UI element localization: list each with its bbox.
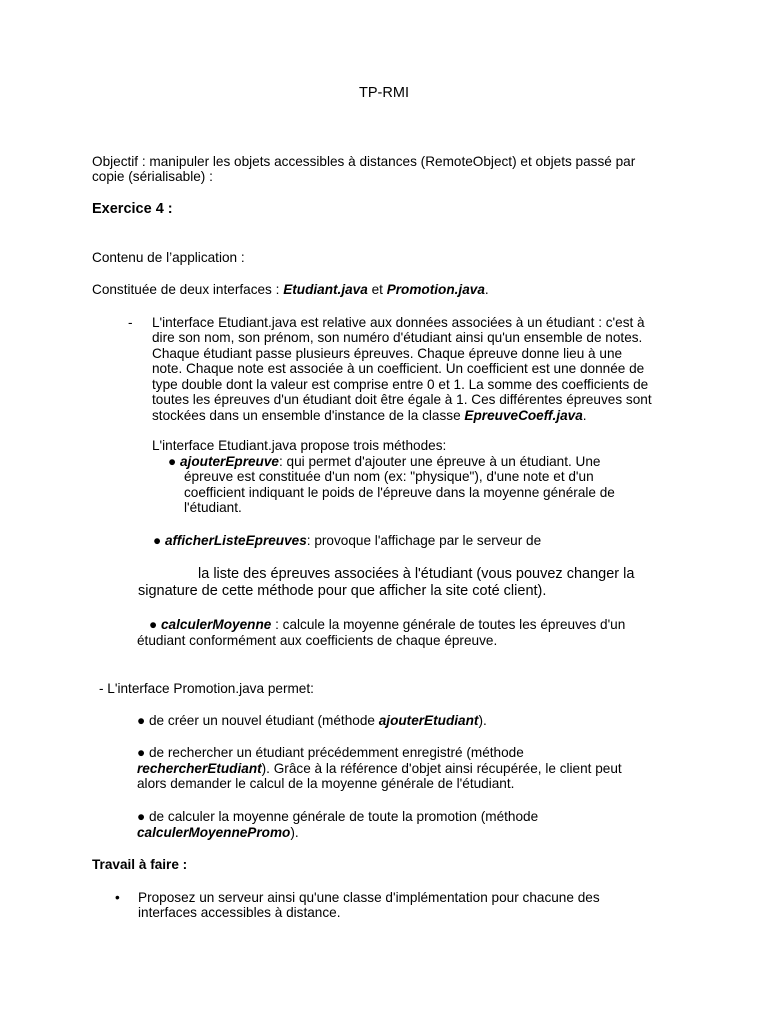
method-2-line-2: la liste des épreuves associées à l'étudiant (vous pouvez changer la [198,566,635,582]
etudiant-desc-last-post: . [582,408,587,423]
method-3-text: : calcule la moyenne générale de toutes les épreuves d'un [271,617,626,632]
objective-line-1: Objectif : manipuler les objets accessibles à distances (RemoteObject) et objets passé par [92,154,636,169]
etudiant-desc-last-pre: stockées dans un ensemble d'instance de la classe [152,408,465,423]
etudiant-file-name: Etudiant.java [283,282,368,297]
promotion-file-name: Promotion.java [386,282,485,297]
method-2-text: : provoque l'affichage par le serveur de [306,533,542,548]
promo-item-2-line-3: alors demander le calcul de la moyenne générale de l'étudiant. [137,776,515,791]
method-3-line-2: étudiant conformément aux coefficients de chaque épreuve. [137,633,498,648]
method-2-line-3: signature de cette méthode pour que afficher la site coté client). [138,583,547,599]
promo-item-2-text: de rechercher un étudiant précédemment enregistré (méthode [145,745,524,760]
interfaces-text-mid: et [367,282,387,297]
promotion-intro: - L'interface Promotion.java permet: [99,681,314,696]
method-2-name: afficherListeEpreuves [165,533,307,548]
etudiant-desc-line-3: Chaque étudiant passe plusieurs épreuves. Chaque épreuve donne lieu à une [152,346,623,361]
method-2-line-1 [153,533,541,549]
promo-item-3-text: de calculer la moyenne générale de toute la promotion (méthode [145,809,539,824]
bullet-icon: ● [168,454,177,469]
promo-item-2-line-2 [137,761,622,777]
promo-item-3-method: calculerMoyennePromo [137,825,291,840]
promo-item-2-post: ). Grâce à la référence d'objet ainsi récupérée, le client peut [261,761,622,776]
interfaces-text-post: . [484,282,489,297]
method-3-name: calculerMoyenne [161,617,272,632]
etudiant-desc-line-7 [152,408,587,424]
exercise-heading: Exercice 4 : [92,201,173,217]
bullet-icon: ● [137,745,146,760]
bullet-icon: ● [153,533,162,548]
promo-item-1-pre: de créer un nouvel étudiant (méthode [145,713,379,728]
promo-item-2-line-1 [137,745,524,761]
promo-item-2-method: rechercherEtudiant [137,761,262,776]
work-heading: Travail à faire : [92,857,188,872]
interfaces-text-pre: Constituée de deux interfaces : [92,282,284,297]
promo-item-1 [137,713,487,729]
work-bullet-icon: • [115,890,120,905]
promo-item-3-line-2 [137,825,299,841]
etudiant-desc-line-1: L'interface Etudiant.java est relative aux données associées à un étudiant : c'est à [152,315,645,330]
promo-item-1-method: ajouterEtudiant [378,713,479,728]
method-1-line-1 [168,454,600,470]
dash-marker: - [128,315,133,330]
objective-line-2: copie (sérialisable) : [92,169,213,184]
method-3-line-1 [149,617,625,633]
bullet-icon: ● [137,713,146,728]
methods-intro: L'interface Etudiant.java propose trois méthodes: [152,438,447,453]
method-1-line-2: épreuve est constituée d'un nom (ex: "physique"), d'une note et d'un [184,469,594,484]
etudiant-desc-line-5: type double dont la valeur est comprise entre 0 et 1. La somme des coefficients de [152,377,649,392]
contents-label: Contenu de l’application : [92,250,245,265]
work-line-1: Proposez un serveur ainsi qu'une classe d'implémentation pour chacune des [138,890,600,905]
etudiant-desc-line-2: dire son nom, son prénom, son numéro d'étudiant ainsi qu'un ensemble de notes. [152,330,643,345]
method-1-text: : qui permet d'ajouter une épreuve à un étudiant. Une [278,454,601,469]
work-line-2: interfaces accessibles à distance. [138,905,341,920]
interfaces-sentence [92,282,489,298]
promo-item-1-post: ). [478,713,487,728]
method-1-name: ajouterEpreuve [180,454,279,469]
etudiant-desc-line-6: toutes les épreuves d'un étudiant doit être égale à 1. Ces différentes épreuves sont [152,392,652,407]
bullet-icon: ● [137,809,146,824]
epreuve-class-name: EpreuveCoeff.java [464,408,583,423]
method-1-line-3: coefficient indiquant le poids de l'épreuve dans la moyenne générale de [184,485,615,500]
promo-item-3-post: ). [290,825,299,840]
promo-item-3-line-1 [137,809,538,825]
method-1-line-4: l'étudiant. [184,500,242,515]
page-title: TP-RMI [359,85,409,101]
bullet-icon: ● [149,617,158,632]
etudiant-desc-line-4: note. Chaque note est associée à un coefficient. Un coefficient est une donnée de [152,361,645,376]
